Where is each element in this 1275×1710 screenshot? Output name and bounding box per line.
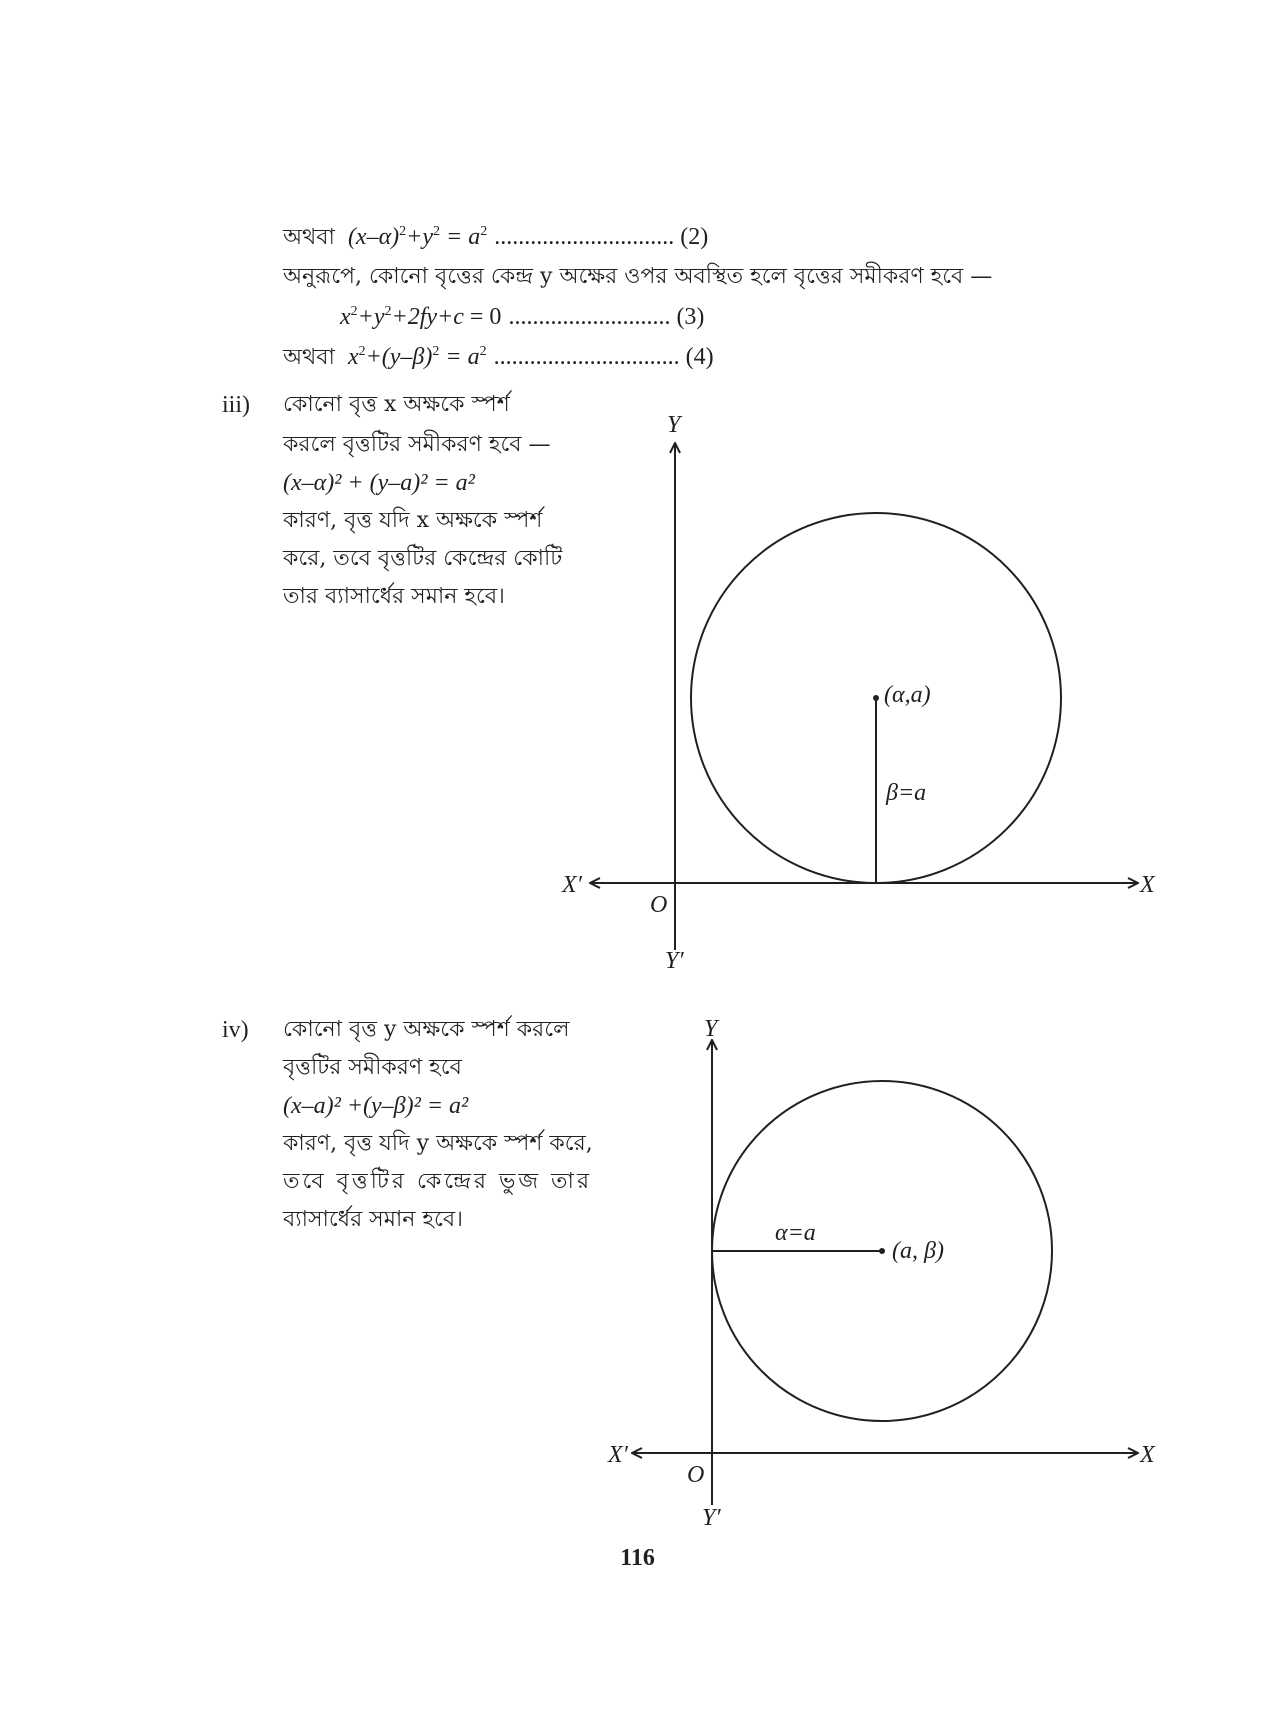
equation-2-number: .............................. (2)	[494, 224, 709, 250]
x-axis-label: X	[1140, 1442, 1155, 1468]
case-iii-line-5: করে, তবে বৃত্তটির কেন্দ্রের কোটি	[283, 546, 563, 571]
diagram-iii	[561, 412, 1156, 974]
equation-prefix: অথবা	[283, 225, 335, 250]
case-iii-line-6: তার ব্যাসার্ধের সমান হবে।	[283, 584, 505, 609]
origin-label: O	[650, 892, 668, 918]
case-iv-line-1: কোনো বৃত্ত y অক্ষকে স্পর্শ করলে	[283, 1017, 570, 1042]
equation-4-formula: $x^2+(y-\beta)^2 = a^2$	[341, 344, 487, 370]
equation-4-number: ............................... (4)	[493, 344, 714, 370]
intro-y-axis-text: অনুরূপে, কোনো বৃত্তের কেন্দ্র y অক্ষের ওপর অবস্থিত হলে বৃত্তের সমীকরণ হবে —	[283, 264, 993, 289]
case-iv-line-2: বৃত্তটির সমীকরণ হবে	[283, 1055, 462, 1080]
y-neg-label: Y′	[665, 948, 684, 974]
radius-label: α=a	[775, 1220, 816, 1246]
x-neg-label: X′	[562, 872, 582, 898]
x-axis-label: X	[1140, 872, 1155, 898]
y-axis-label: Y	[704, 1016, 718, 1042]
equation-2-formula: $(x-\alpha)^2+y^2 = a^2$	[341, 224, 488, 250]
case-iv-line-3: (x–a)² +(y–β)² = a²	[283, 1093, 469, 1119]
case-iv-line-4: কারণ, বৃত্ত যদি y অক্ষকে স্পর্শ করে,	[283, 1131, 593, 1156]
y-axis-label: Y	[667, 412, 681, 438]
x-neg-label: X′	[608, 1442, 628, 1468]
equation-3-formula: $x^2+y^2+2fy+c = 0$	[340, 304, 502, 330]
case-iv-line-5: তবে বৃত্তটির কেন্দ্রের ভুজ তার	[283, 1169, 593, 1194]
case-iii-line-1: কোনো বৃত্ত x অক্ষকে স্পর্শ	[283, 392, 510, 417]
case-iii-line-2: করলে বৃত্তটির সমীকরণ হবে —	[283, 432, 551, 457]
center-label: (a, β)	[892, 1238, 944, 1264]
diagram-iv	[607, 1016, 1156, 1531]
case-iii-label: iii)	[222, 392, 250, 418]
y-neg-label: Y′	[702, 1505, 721, 1531]
case-iv-label: iv)	[222, 1017, 249, 1043]
origin-label: O	[687, 1462, 705, 1488]
center-label: (α,a)	[884, 682, 931, 708]
equation-3-number: ........................... (3)	[508, 304, 705, 330]
center-dot	[873, 695, 879, 701]
case-iii-line-3: (x–α)² + (y–a)² = a²	[283, 470, 475, 496]
equation-prefix: অথবা	[283, 345, 335, 370]
page-number: 116	[620, 1545, 655, 1571]
center-dot	[879, 1248, 885, 1254]
radius-label: β=a	[886, 780, 927, 806]
case-iv-line-6: ব্যাসার্ধের সমান হবে।	[283, 1207, 463, 1232]
case-iii-line-4: কারণ, বৃত্ত যদি x অক্ষকে স্পর্শ	[283, 508, 543, 533]
